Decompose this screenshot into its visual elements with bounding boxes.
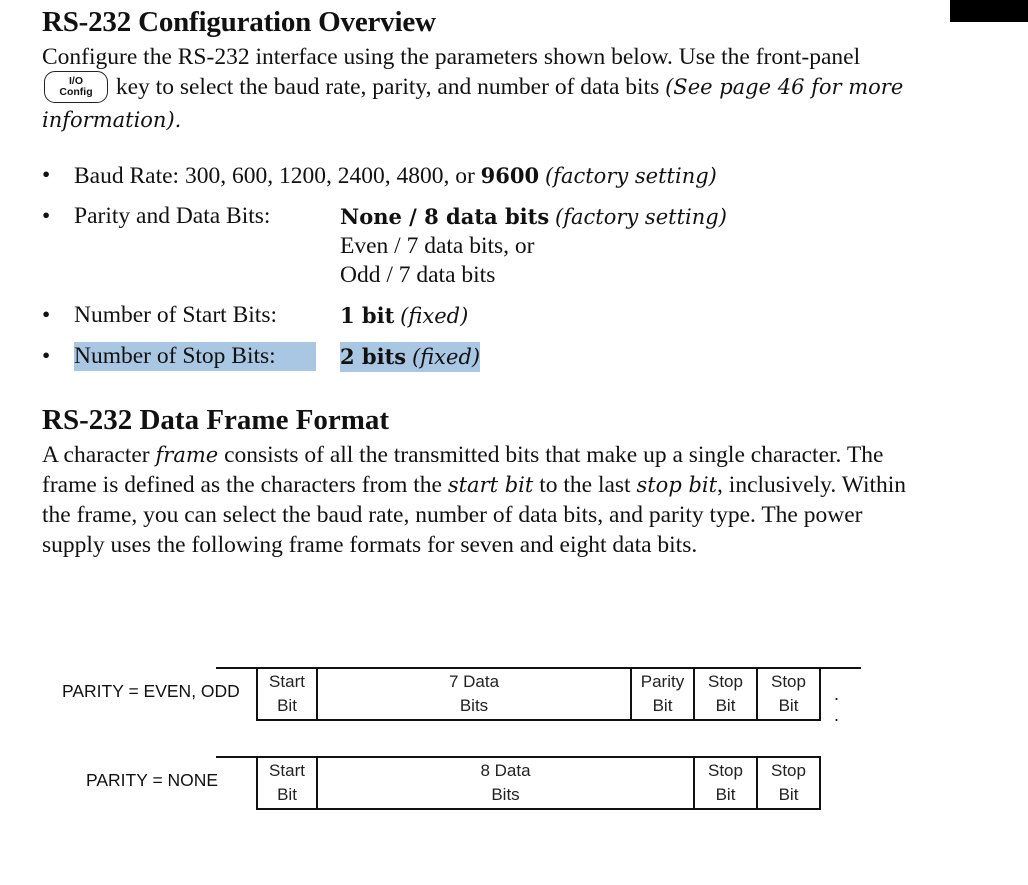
intro-text-2: key to select the baud rate, parity, and number of data bits xyxy=(115,74,660,100)
parity-label: • Parity and Data Bits: xyxy=(74,202,271,229)
frame-none xyxy=(256,756,821,810)
cell-bottom: Bit xyxy=(778,785,799,804)
frame-leading-line xyxy=(216,667,258,669)
cell-bottom: Bit xyxy=(715,785,736,804)
start-bits-label: • Number of Start Bits: xyxy=(74,301,277,328)
frame-cell-stop xyxy=(695,758,758,808)
cell-top: 7 Data xyxy=(448,672,500,691)
frame-text-3: to the last xyxy=(539,471,631,498)
frame-cell-stop xyxy=(695,669,758,719)
cell-bottom: Bits xyxy=(491,785,520,804)
cell-top: Stop xyxy=(708,672,743,691)
start-bits-value xyxy=(340,301,468,331)
frame-cell-start xyxy=(256,669,318,719)
cell-top: Start xyxy=(269,672,305,691)
parity-option-odd: Odd / 7 data bits xyxy=(340,261,496,288)
baud-note: (factory setting) xyxy=(544,163,717,188)
document-content xyxy=(42,4,922,560)
frame-term: frame xyxy=(155,442,219,467)
stop-bits-value[interactable] xyxy=(340,342,480,372)
list-item-stop-bits xyxy=(42,342,922,372)
parity-option-even: Even / 7 data bits, or xyxy=(340,232,535,259)
frame-even-odd xyxy=(256,667,821,721)
frame-label-even-odd: PARITY = EVEN, ODD xyxy=(62,681,240,701)
frame-cell-stop xyxy=(758,758,821,808)
cell-top: Stop xyxy=(771,672,806,691)
frame-leading-line xyxy=(216,756,258,758)
key-label-top: I/O xyxy=(68,74,83,87)
frame-text-4: , inclusively. Within the frame, you can select the baud rate, number of data bits, and parity type. The power supply uses the following frame formats for seven and eight data bits. xyxy=(42,471,907,558)
intro-paragraph xyxy=(42,42,922,135)
stop-bits-bold: 2 bits xyxy=(340,343,407,369)
cell-bottom: Bit xyxy=(778,696,799,715)
frame-cell-data xyxy=(318,758,695,808)
frame-text-2: consists of all the transmitted bits that make up a single character. The frame is defined as the characters from the xyxy=(42,441,884,498)
parameter-list xyxy=(42,161,922,372)
cell-top: Stop xyxy=(771,761,806,780)
cell-bottom: Bit xyxy=(715,696,736,715)
parity-default: None / 8 data bits xyxy=(340,203,550,229)
start-bit-term: start bit xyxy=(447,472,534,497)
cell-top: 8 Data xyxy=(480,761,531,780)
baud-label: Baud Rate: 300, 600, 1200, 2400, 4800, or xyxy=(74,162,475,189)
list-item-parity xyxy=(42,202,922,290)
frame-paragraph xyxy=(42,440,922,560)
frame-cell-parity xyxy=(632,669,695,719)
frame-cell-start xyxy=(256,758,318,808)
intro-text-1: Configure the RS-232 interface using the parameters shown below. Use the front-panel xyxy=(42,44,861,70)
list-item-start-bits xyxy=(42,301,922,331)
frame-cell-data xyxy=(318,669,632,719)
see-page-reference: (See page 46 for more information). xyxy=(42,75,904,132)
stop-bits-label[interactable]: Number of Stop Bits: xyxy=(74,342,316,371)
io-config-key-icon xyxy=(44,71,108,103)
start-bits-bold: 1 bit xyxy=(340,302,395,328)
frame-label-none: PARITY = NONE xyxy=(86,770,219,790)
cell-top: Start xyxy=(269,761,305,780)
stop-bits-label-wrap xyxy=(74,342,340,372)
cell-bottom: Bit xyxy=(277,785,297,804)
frame-continuation-dots: . . xyxy=(834,684,846,725)
parity-values xyxy=(340,202,727,290)
frame-cell-stop xyxy=(758,669,821,719)
parity-note: (factory setting) xyxy=(555,204,727,229)
cell-top: Stop xyxy=(708,761,743,780)
stop-bits-note: (fixed) xyxy=(411,344,481,369)
stop-bit-term: stop bit xyxy=(636,472,718,497)
baud-default: 9600 xyxy=(480,162,540,188)
start-bits-note: (fixed) xyxy=(400,303,469,328)
frame-text-1: A character xyxy=(42,441,150,468)
key-label-bottom: Config xyxy=(59,85,93,98)
cell-bottom: Bit xyxy=(652,696,673,715)
cell-bottom: Bits xyxy=(459,696,489,715)
frame-trailing-line xyxy=(819,667,861,669)
cell-top: Parity xyxy=(640,672,685,691)
list-item-baud-rate xyxy=(42,161,922,191)
corner-black-block xyxy=(950,0,1028,22)
cell-bottom: Bit xyxy=(277,696,297,715)
section-title-configuration: RS-232 Configuration Overview xyxy=(42,6,436,38)
section-title-frame-format: RS-232 Data Frame Format xyxy=(42,403,390,436)
